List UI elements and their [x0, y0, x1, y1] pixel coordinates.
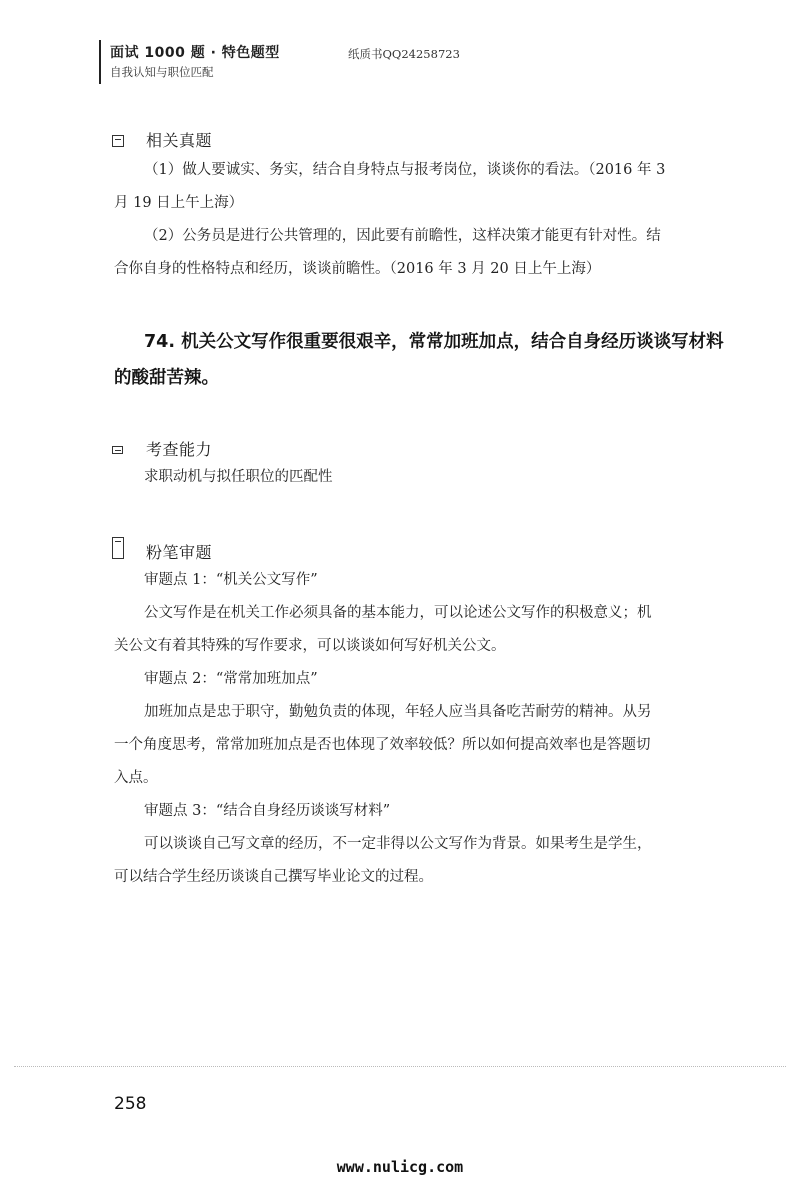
related-questions-icon	[112, 135, 124, 147]
ability-icon	[112, 446, 123, 454]
related-item-1-line-2: 月 19 日上午上海）	[114, 195, 244, 211]
ability-body	[114, 461, 734, 494]
question-line-1: 74. 机关公文写作很重要很艰辛，常常加班加点，结合自身经历谈谈写材料	[144, 332, 724, 352]
question-line-2: 的酸甜苦辣。	[114, 368, 219, 388]
book-title: 面试 1000 题 · 特色题型	[110, 45, 280, 61]
review-point-2-label: 审题点 2：“常常加班加点”	[144, 671, 318, 687]
review-point-2-line-2: 一个角度思考，常常加班加点是否也体现了效率较低？所以如何提高效率也是答题切	[114, 737, 651, 753]
review-point-2-line-1: 加班加点是忠于职守，勤勉负责的体现，年轻人应当具备吃苦耐劳的精神。从另	[144, 704, 652, 720]
review-point-3-line-2: 可以结合学生经历谈谈自己撰写毕业论文的过程。	[114, 869, 433, 885]
header-divider	[99, 40, 101, 84]
watermark-text: 纸质书QQ24258723	[348, 47, 460, 61]
related-item-2-line-1: （2）公务员是进行公共管理的，因此要有前瞻性，这样决策才能更有针对性。结	[144, 228, 661, 244]
related-item-2-line-2: 合你自身的性格特点和经历，谈谈前瞻性。（2016 年 3 月 20 日上午上海）	[114, 261, 601, 277]
related-questions-body	[114, 154, 734, 286]
review-heading: 粉笔审题	[146, 543, 213, 562]
review-point-1-line-2: 关公文有着其特殊的写作要求，可以谈谈如何写好机关公文。	[114, 638, 506, 654]
review-point-3-label: 审题点 3：“结合自身经历谈谈写材料”	[144, 803, 391, 819]
related-item-1-line-1: （1）做人要诚实、务实，结合自身特点与报考岗位，谈谈你的看法。（2016 年 3	[144, 162, 666, 178]
review-point-1-line-1: 公文写作是在机关工作必须具备的基本能力，可以论述公文写作的积极意义；机	[144, 605, 652, 621]
review-point-2-line-3: 入点。	[114, 770, 158, 786]
review-body	[114, 564, 734, 894]
review-icon	[112, 537, 124, 559]
footer-url: www.nulicg.com	[336, 1158, 464, 1176]
page-number: 258	[114, 1094, 147, 1114]
ability-text: 求职动机与拟任职位的匹配性	[144, 469, 333, 485]
scan-noise-divider	[14, 1066, 786, 1068]
related-questions-heading: 相关真题	[146, 131, 213, 150]
ability-heading: 考查能力	[146, 440, 213, 459]
review-point-3-line-1: 可以谈谈自己写文章的经历，不一定非得以公文写作为背景。如果考生是学生，	[144, 836, 652, 852]
review-point-1-label: 审题点 1：“机关公文写作”	[144, 572, 318, 588]
chapter-subtitle: 自我认知与职位匹配	[110, 65, 214, 79]
question-title	[114, 324, 744, 396]
